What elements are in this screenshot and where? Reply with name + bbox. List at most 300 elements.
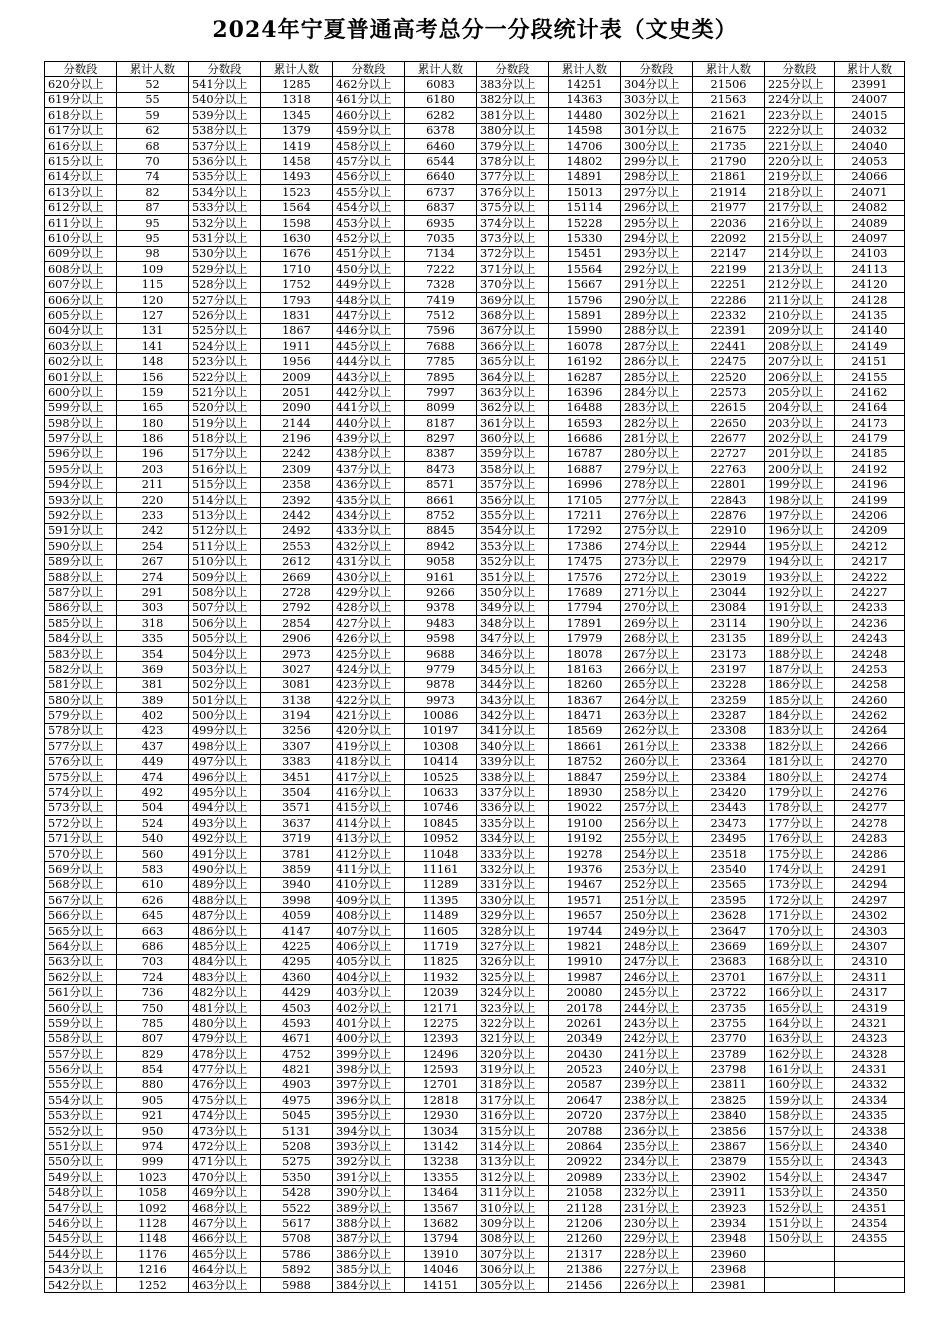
score-cell: 411分以上 <box>333 862 405 877</box>
count-cell: 1752 <box>261 277 333 292</box>
count-cell: 8099 <box>405 400 477 415</box>
count-cell: 11489 <box>405 908 477 923</box>
score-cell: 520分以上 <box>189 400 261 415</box>
score-cell: 491分以上 <box>189 846 261 861</box>
score-cell: 263分以上 <box>621 708 693 723</box>
count-cell: 7134 <box>405 246 477 261</box>
count-cell: 18260 <box>549 677 621 692</box>
count-cell: 18661 <box>549 739 621 754</box>
score-cell: 505分以上 <box>189 631 261 646</box>
count-cell: 9378 <box>405 600 477 615</box>
score-cell: 450分以上 <box>333 262 405 277</box>
score-cell: 299分以上 <box>621 154 693 169</box>
table-row <box>45 939 905 954</box>
count-cell: 15330 <box>549 231 621 246</box>
count-cell: 2090 <box>261 400 333 415</box>
table-row <box>45 877 905 892</box>
score-cell: 525分以上 <box>189 323 261 338</box>
table-row <box>45 539 905 554</box>
count-cell: 87 <box>117 200 189 215</box>
score-cell: 606分以上 <box>45 292 117 307</box>
count-cell <box>835 1262 905 1277</box>
score-cell: 433分以上 <box>333 523 405 538</box>
score-cell: 514分以上 <box>189 492 261 507</box>
count-cell: 6737 <box>405 185 477 200</box>
count-cell: 23019 <box>693 569 765 584</box>
table-row <box>45 1123 905 1138</box>
count-cell: 22677 <box>693 431 765 446</box>
score-cell: 616分以上 <box>45 138 117 153</box>
count-cell: 16887 <box>549 462 621 477</box>
table-row <box>45 739 905 754</box>
count-cell: 12818 <box>405 1093 477 1108</box>
score-cell: 297分以上 <box>621 185 693 200</box>
count-cell: 7419 <box>405 292 477 307</box>
score-cell: 375分以上 <box>477 200 549 215</box>
score-cell: 571分以上 <box>45 831 117 846</box>
table-row <box>45 893 905 908</box>
count-cell: 492 <box>117 785 189 800</box>
count-cell: 17576 <box>549 569 621 584</box>
count-cell: 4429 <box>261 985 333 1000</box>
count-cell: 11161 <box>405 862 477 877</box>
count-cell: 22876 <box>693 508 765 523</box>
count-cell: 9688 <box>405 646 477 661</box>
count-cell: 15564 <box>549 262 621 277</box>
score-cell: 518分以上 <box>189 431 261 446</box>
count-cell: 23420 <box>693 785 765 800</box>
score-cell: 410分以上 <box>333 877 405 892</box>
score-cell: 282分以上 <box>621 415 693 430</box>
score-cell: 314分以上 <box>477 1139 549 1154</box>
table-row <box>45 908 905 923</box>
count-cell: 303 <box>117 600 189 615</box>
count-cell: 17105 <box>549 492 621 507</box>
header-cumulative-count: 累计人数 <box>405 62 477 77</box>
count-cell: 24040 <box>835 138 905 153</box>
score-cell: 152分以上 <box>765 1200 835 1215</box>
count-cell: 999 <box>117 1154 189 1169</box>
score-cell: 165分以上 <box>765 1000 835 1015</box>
count-cell: 24179 <box>835 431 905 446</box>
count-cell: 21058 <box>549 1185 621 1200</box>
score-cell: 268分以上 <box>621 631 693 646</box>
score-cell: 367分以上 <box>477 323 549 338</box>
table-row <box>45 169 905 184</box>
score-cell: 414分以上 <box>333 816 405 831</box>
count-cell: 8297 <box>405 431 477 446</box>
count-cell: 6180 <box>405 92 477 107</box>
score-cell: 328分以上 <box>477 923 549 938</box>
count-cell: 24351 <box>835 1200 905 1215</box>
score-cell: 181分以上 <box>765 754 835 769</box>
score-cell: 583分以上 <box>45 646 117 661</box>
count-cell: 16396 <box>549 385 621 400</box>
count-cell: 1564 <box>261 200 333 215</box>
count-cell: 6544 <box>405 154 477 169</box>
count-cell: 24206 <box>835 508 905 523</box>
score-cell: 560分以上 <box>45 1000 117 1015</box>
table-row <box>45 1062 905 1077</box>
count-cell: 23197 <box>693 662 765 677</box>
count-cell: 5275 <box>261 1154 333 1169</box>
count-cell: 1092 <box>117 1200 189 1215</box>
count-cell: 7895 <box>405 369 477 384</box>
count-cell: 24354 <box>835 1216 905 1231</box>
count-cell: 24053 <box>835 154 905 169</box>
score-cell: 212分以上 <box>765 277 835 292</box>
count-cell: 8571 <box>405 477 477 492</box>
score-cell: 210分以上 <box>765 308 835 323</box>
count-cell: 18163 <box>549 662 621 677</box>
score-cell: 483分以上 <box>189 970 261 985</box>
score-cell: 536分以上 <box>189 154 261 169</box>
score-cell: 499分以上 <box>189 723 261 738</box>
score-cell: 470分以上 <box>189 1170 261 1185</box>
score-cell: 573分以上 <box>45 800 117 815</box>
count-cell: 23135 <box>693 631 765 646</box>
score-cell: 588分以上 <box>45 569 117 584</box>
count-cell: 22843 <box>693 492 765 507</box>
count-cell: 23173 <box>693 646 765 661</box>
count-cell: 2051 <box>261 385 333 400</box>
count-cell: 11048 <box>405 846 477 861</box>
score-cell: 325分以上 <box>477 970 549 985</box>
score-cell: 244分以上 <box>621 1000 693 1015</box>
score-cell: 441分以上 <box>333 400 405 415</box>
score-cell: 287分以上 <box>621 339 693 354</box>
score-cell: 497分以上 <box>189 754 261 769</box>
table-row <box>45 185 905 200</box>
score-cell: 423分以上 <box>333 677 405 692</box>
table-row <box>45 492 905 507</box>
count-cell: 318 <box>117 616 189 631</box>
score-cell <box>765 1277 835 1292</box>
score-cell: 555分以上 <box>45 1077 117 1092</box>
count-cell: 3719 <box>261 831 333 846</box>
score-cell: 311分以上 <box>477 1185 549 1200</box>
count-cell: 19657 <box>549 908 621 923</box>
table-row <box>45 292 905 307</box>
header-score-range: 分数段 <box>621 62 693 77</box>
count-cell: 9598 <box>405 631 477 646</box>
count-cell: 16192 <box>549 354 621 369</box>
count-cell: 24212 <box>835 539 905 554</box>
count-cell: 5786 <box>261 1247 333 1262</box>
count-cell: 17292 <box>549 523 621 538</box>
count-cell: 24332 <box>835 1077 905 1092</box>
count-cell: 24343 <box>835 1154 905 1169</box>
count-cell: 16593 <box>549 415 621 430</box>
score-cell: 322分以上 <box>477 1016 549 1031</box>
count-cell: 12393 <box>405 1031 477 1046</box>
score-cell: 582分以上 <box>45 662 117 677</box>
count-cell: 7512 <box>405 308 477 323</box>
table-row <box>45 138 905 153</box>
score-cell: 189分以上 <box>765 631 835 646</box>
count-cell: 24274 <box>835 769 905 784</box>
score-cell: 374分以上 <box>477 215 549 230</box>
count-cell: 233 <box>117 508 189 523</box>
count-cell: 24222 <box>835 569 905 584</box>
table-row <box>45 462 905 477</box>
count-cell: 13464 <box>405 1185 477 1200</box>
count-cell: 20922 <box>549 1154 621 1169</box>
score-cell: 598分以上 <box>45 415 117 430</box>
count-cell: 16686 <box>549 431 621 446</box>
score-cell: 585分以上 <box>45 616 117 631</box>
score-cell: 509分以上 <box>189 569 261 584</box>
score-cell: 275分以上 <box>621 523 693 538</box>
header-score-range: 分数段 <box>765 62 835 77</box>
count-cell: 23948 <box>693 1231 765 1246</box>
count-cell: 24155 <box>835 369 905 384</box>
score-cell: 563分以上 <box>45 954 117 969</box>
score-cell: 202分以上 <box>765 431 835 446</box>
count-cell: 16488 <box>549 400 621 415</box>
count-cell: 3451 <box>261 769 333 784</box>
count-cell: 4360 <box>261 970 333 985</box>
count-cell: 23565 <box>693 877 765 892</box>
score-cell: 593分以上 <box>45 492 117 507</box>
table-row <box>45 400 905 415</box>
count-cell: 3081 <box>261 677 333 692</box>
count-cell: 24082 <box>835 200 905 215</box>
score-cell: 581分以上 <box>45 677 117 692</box>
score-cell: 350分以上 <box>477 585 549 600</box>
score-cell: 178分以上 <box>765 800 835 815</box>
score-cell: 540分以上 <box>189 92 261 107</box>
score-cell: 465分以上 <box>189 1247 261 1262</box>
count-cell: 127 <box>117 308 189 323</box>
score-cell: 216分以上 <box>765 215 835 230</box>
score-cell: 372分以上 <box>477 246 549 261</box>
count-cell: 24291 <box>835 862 905 877</box>
score-cell: 155分以上 <box>765 1154 835 1169</box>
count-cell: 905 <box>117 1093 189 1108</box>
score-cell: 200分以上 <box>765 462 835 477</box>
score-cell: 549分以上 <box>45 1170 117 1185</box>
count-cell: 23443 <box>693 800 765 815</box>
count-cell: 24317 <box>835 985 905 1000</box>
count-cell: 24173 <box>835 415 905 430</box>
count-cell: 14891 <box>549 169 621 184</box>
count-cell: 18569 <box>549 723 621 738</box>
table-row <box>45 431 905 446</box>
count-cell: 5522 <box>261 1200 333 1215</box>
score-cell: 604分以上 <box>45 323 117 338</box>
count-cell: 24303 <box>835 923 905 938</box>
score-cell: 578分以上 <box>45 723 117 738</box>
score-cell: 298分以上 <box>621 169 693 184</box>
score-cell: 385分以上 <box>333 1262 405 1277</box>
score-cell: 338分以上 <box>477 769 549 784</box>
count-cell: 23338 <box>693 739 765 754</box>
count-cell: 23114 <box>693 616 765 631</box>
count-cell: 5428 <box>261 1185 333 1200</box>
score-cell: 568分以上 <box>45 877 117 892</box>
count-cell: 24151 <box>835 354 905 369</box>
score-cell: 553分以上 <box>45 1108 117 1123</box>
score-cell: 596分以上 <box>45 446 117 461</box>
count-cell: 610 <box>117 877 189 892</box>
count-cell: 24248 <box>835 646 905 661</box>
count-cell: 18752 <box>549 754 621 769</box>
count-cell: 449 <box>117 754 189 769</box>
score-cell: 353分以上 <box>477 539 549 554</box>
count-cell: 807 <box>117 1031 189 1046</box>
count-cell: 19467 <box>549 877 621 892</box>
count-cell: 19571 <box>549 893 621 908</box>
count-cell: 22332 <box>693 308 765 323</box>
score-cell: 475分以上 <box>189 1093 261 1108</box>
score-cell: 266分以上 <box>621 662 693 677</box>
count-cell: 15013 <box>549 185 621 200</box>
count-cell: 24286 <box>835 846 905 861</box>
table-row <box>45 662 905 677</box>
count-cell: 267 <box>117 554 189 569</box>
score-cell: 195分以上 <box>765 539 835 554</box>
table-row <box>45 1154 905 1169</box>
score-cell: 533分以上 <box>189 200 261 215</box>
table-row <box>45 339 905 354</box>
score-cell: 576分以上 <box>45 754 117 769</box>
count-cell: 24128 <box>835 292 905 307</box>
count-cell: 19192 <box>549 831 621 846</box>
score-cell: 394分以上 <box>333 1123 405 1138</box>
score-cell: 445分以上 <box>333 339 405 354</box>
count-cell: 369 <box>117 662 189 677</box>
count-cell: 1831 <box>261 308 333 323</box>
score-cell: 326分以上 <box>477 954 549 969</box>
score-cell: 235分以上 <box>621 1139 693 1154</box>
score-cell: 166分以上 <box>765 985 835 1000</box>
count-cell: 23595 <box>693 893 765 908</box>
count-cell: 10746 <box>405 800 477 815</box>
count-cell: 16787 <box>549 446 621 461</box>
count-cell: 9779 <box>405 662 477 677</box>
count-cell: 22199 <box>693 262 765 277</box>
count-cell: 23669 <box>693 939 765 954</box>
table-row <box>45 92 905 107</box>
score-cell: 508分以上 <box>189 585 261 600</box>
score-cell: 618分以上 <box>45 108 117 123</box>
count-cell: 254 <box>117 539 189 554</box>
score-cell: 510分以上 <box>189 554 261 569</box>
count-cell: 18847 <box>549 769 621 784</box>
score-cell: 283分以上 <box>621 400 693 415</box>
count-cell: 1148 <box>117 1231 189 1246</box>
count-cell: 4593 <box>261 1016 333 1031</box>
count-cell: 6282 <box>405 108 477 123</box>
count-cell: 24294 <box>835 877 905 892</box>
count-cell: 12593 <box>405 1062 477 1077</box>
score-cell: 494分以上 <box>189 800 261 815</box>
table-row <box>45 554 905 569</box>
count-cell: 23789 <box>693 1047 765 1062</box>
score-cell: 364分以上 <box>477 369 549 384</box>
count-cell: 504 <box>117 800 189 815</box>
score-cell: 413分以上 <box>333 831 405 846</box>
score-cell: 440分以上 <box>333 415 405 430</box>
score-cell: 288分以上 <box>621 323 693 338</box>
count-cell: 1058 <box>117 1185 189 1200</box>
count-cell: 17386 <box>549 539 621 554</box>
score-cell: 451分以上 <box>333 246 405 261</box>
score-cell: 412分以上 <box>333 846 405 861</box>
score-cell: 408分以上 <box>333 908 405 923</box>
table-row <box>45 1093 905 1108</box>
score-cell: 426分以上 <box>333 631 405 646</box>
score-cell: 488分以上 <box>189 893 261 908</box>
table-row <box>45 831 905 846</box>
score-cell: 474分以上 <box>189 1108 261 1123</box>
count-cell: 24328 <box>835 1047 905 1062</box>
table-row <box>45 1262 905 1277</box>
table-row <box>45 1000 905 1015</box>
count-cell: 17794 <box>549 600 621 615</box>
count-cell: 21456 <box>549 1277 621 1292</box>
count-cell: 24185 <box>835 446 905 461</box>
score-cell: 544分以上 <box>45 1247 117 1262</box>
count-cell: 750 <box>117 1000 189 1015</box>
count-cell: 7596 <box>405 323 477 338</box>
score-cell: 435分以上 <box>333 492 405 507</box>
score-cell: 226分以上 <box>621 1277 693 1292</box>
count-cell: 24331 <box>835 1062 905 1077</box>
table-row <box>45 1216 905 1231</box>
count-cell: 8942 <box>405 539 477 554</box>
score-cell: 170分以上 <box>765 923 835 938</box>
count-cell: 23540 <box>693 862 765 877</box>
score-cell: 324分以上 <box>477 985 549 1000</box>
count-cell: 19376 <box>549 862 621 877</box>
score-cell: 469分以上 <box>189 1185 261 1200</box>
table-row <box>45 215 905 230</box>
count-cell: 23879 <box>693 1154 765 1169</box>
count-cell: 186 <box>117 431 189 446</box>
count-cell: 24120 <box>835 277 905 292</box>
count-cell: 68 <box>117 138 189 153</box>
score-cell: 289分以上 <box>621 308 693 323</box>
table-row <box>45 677 905 692</box>
table-row <box>45 1231 905 1246</box>
count-cell: 14046 <box>405 1262 477 1277</box>
count-cell: 9483 <box>405 616 477 631</box>
score-cell: 183分以上 <box>765 723 835 738</box>
score-cell: 187分以上 <box>765 662 835 677</box>
count-cell: 23755 <box>693 1016 765 1031</box>
score-cell: 260分以上 <box>621 754 693 769</box>
count-cell: 82 <box>117 185 189 200</box>
count-cell: 22910 <box>693 523 765 538</box>
count-cell: 148 <box>117 354 189 369</box>
score-cell: 490分以上 <box>189 862 261 877</box>
count-cell: 23473 <box>693 816 765 831</box>
table-row <box>45 523 905 538</box>
score-cell: 157分以上 <box>765 1123 835 1138</box>
count-cell: 24347 <box>835 1170 905 1185</box>
count-cell: 21317 <box>549 1247 621 1262</box>
count-cell: 6935 <box>405 215 477 230</box>
count-cell: 24217 <box>835 554 905 569</box>
score-cell: 464分以上 <box>189 1262 261 1277</box>
count-cell: 22147 <box>693 246 765 261</box>
count-cell: 15891 <box>549 308 621 323</box>
score-cell: 442分以上 <box>333 385 405 400</box>
count-cell: 11825 <box>405 954 477 969</box>
score-cell: 285分以上 <box>621 369 693 384</box>
